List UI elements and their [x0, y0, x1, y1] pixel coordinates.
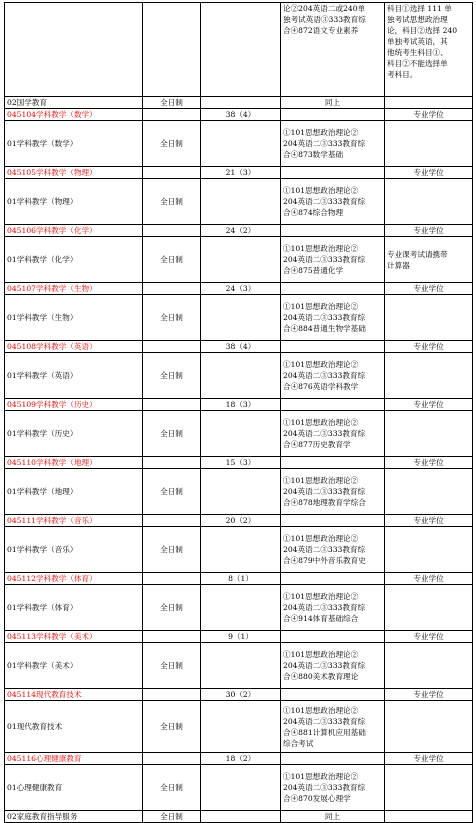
enrollment-count: 8（1）: [201, 573, 281, 585]
study-mode: 全日制: [143, 295, 201, 341]
study-mode: 全日制: [143, 585, 201, 631]
exam-line: 204英语二③333教育综: [283, 661, 366, 670]
remark: 专业学位: [385, 753, 473, 765]
enrollment-count: 21（3）: [201, 167, 281, 179]
direction-name: 01学科教学（英语）: [5, 353, 143, 399]
direction-row: [5, 411, 473, 457]
exam-subjects: [281, 353, 385, 399]
study-mode: [143, 399, 201, 411]
enrollment-count: [201, 765, 281, 811]
enrollment-count: [201, 585, 281, 631]
cell-empty: [201, 3, 281, 97]
remark: [385, 97, 473, 109]
study-mode: 全日制: [143, 353, 201, 399]
exam-line: 204英语二③333教育综: [283, 197, 366, 206]
direction-row: [5, 97, 473, 109]
remark: 专业学位: [385, 573, 473, 585]
direction-name: 01学科教学（历史）: [5, 411, 143, 457]
exam-subjects: [281, 457, 385, 469]
enrollment-count: [201, 411, 281, 457]
study-mode: 全日制: [143, 121, 201, 167]
remark: 专业学位: [385, 631, 473, 643]
direction-row: [5, 353, 473, 399]
enrollment-count: 38（4）: [201, 109, 281, 121]
note-line: 他统考生科目①、: [387, 48, 448, 57]
exam-subjects: [281, 399, 385, 411]
exam-subjects: [281, 237, 385, 283]
table-row-top: [5, 3, 473, 97]
major-row: [5, 573, 473, 585]
remark: 专业学位: [385, 457, 473, 469]
enrollment-count: 18（2）: [201, 753, 281, 765]
cell-empty: [5, 3, 143, 97]
exam-subjects: [281, 527, 385, 573]
table-body: [5, 3, 473, 823]
enrollment-count: 15（3）: [201, 457, 281, 469]
major-name: 045104学科教学（数学）: [5, 109, 143, 121]
exam-line: 独考试英语③333教育综: [283, 15, 366, 24]
exam-subjects: [281, 469, 385, 515]
exam-line: 204英语二③333教育综: [283, 313, 366, 322]
direction-row: [5, 121, 473, 167]
exam-subjects: [281, 515, 385, 527]
remark: [385, 643, 473, 689]
exam-subjects: [281, 179, 385, 225]
exam-subjects: [281, 225, 385, 237]
enrollment-count: [201, 643, 281, 689]
exam-line: 同上: [324, 812, 341, 821]
major-name: 045111学科教学（音乐）: [5, 515, 143, 527]
study-mode: 全日制: [143, 701, 201, 753]
study-mode: [143, 457, 201, 469]
direction-row: [5, 527, 473, 573]
remark: 专业学位: [385, 167, 473, 179]
note-line: 考科目。: [387, 70, 418, 79]
study-mode: [143, 689, 201, 701]
remark: [385, 585, 473, 631]
remark: 专业学位: [385, 225, 473, 237]
exam-line: 204英语二③333教育综: [283, 545, 366, 554]
exam-line: 204英语二③333教育综: [283, 783, 366, 792]
remark: 专业学位: [385, 109, 473, 121]
major-row: [5, 283, 473, 295]
exam-line: 合④877历史教育学: [283, 440, 351, 449]
major-row: [5, 167, 473, 179]
direction-name: 01学科教学（美术）: [5, 643, 143, 689]
study-mode: 全日制: [143, 643, 201, 689]
admissions-table: [4, 2, 473, 823]
study-mode: [143, 283, 201, 295]
exam-line: ①101思想政治理论②: [283, 534, 359, 543]
major-row: [5, 457, 473, 469]
remark: [385, 121, 473, 167]
study-mode: 全日制: [143, 811, 201, 823]
enrollment-count: 18（3）: [201, 399, 281, 411]
remark: [385, 811, 473, 823]
enrollment-count: [201, 295, 281, 341]
study-mode: [143, 573, 201, 585]
exam-subjects: [281, 167, 385, 179]
study-mode: 全日制: [143, 97, 201, 109]
exam-line: ①101思想政治理论②: [283, 244, 359, 253]
exam-line: 合④879中外音乐教育史: [283, 556, 366, 565]
study-mode: [143, 631, 201, 643]
exam-subjects: [281, 411, 385, 457]
exam-line: 204英语二③333教育综: [283, 487, 366, 496]
study-mode: [143, 109, 201, 121]
enrollment-count: 24（2）: [201, 225, 281, 237]
exam-line: 204英语二③333教育综: [283, 716, 366, 726]
exam-line: 合④878地理教育学综合: [283, 498, 366, 507]
study-mode: 全日制: [143, 237, 201, 283]
enrollment-count: [201, 179, 281, 225]
remark: [385, 295, 473, 341]
exam-subjects: [281, 97, 385, 109]
remark-line: 专业课考试请携带: [387, 249, 448, 259]
study-mode: [143, 167, 201, 179]
enrollment-count: [201, 237, 281, 283]
direction-name: 01学科教学（生物）: [5, 295, 143, 341]
major-row: [5, 631, 473, 643]
direction-name: 01学科教学（物理）: [5, 179, 143, 225]
exam-line: 合④870发展心理学: [283, 794, 351, 803]
enrollment-count: [201, 811, 281, 823]
exam-subjects: [281, 631, 385, 643]
exam-subjects-cell: [281, 3, 385, 97]
exam-line: 合④881计算机应用基础: [283, 727, 366, 737]
exam-line: 合④873数学基础: [283, 150, 344, 159]
exam-subjects: [281, 689, 385, 701]
major-row: [5, 515, 473, 527]
direction-name: 01学科教学（地理）: [5, 469, 143, 515]
major-row: [5, 399, 473, 411]
study-mode: 全日制: [143, 469, 201, 515]
direction-name: 01学科教学（数学）: [5, 121, 143, 167]
direction-row: [5, 585, 473, 631]
study-mode: [143, 341, 201, 353]
major-row: [5, 689, 473, 701]
enrollment-count: [201, 527, 281, 573]
major-row: [5, 753, 473, 765]
exam-subjects: [281, 109, 385, 121]
exam-line: ①101思想政治理论②: [283, 592, 359, 601]
note-line: 单独考试英语，其: [387, 37, 448, 46]
study-mode: 全日制: [143, 179, 201, 225]
remark: [385, 237, 473, 283]
direction-row: [5, 811, 473, 823]
exam-subjects: [281, 753, 385, 765]
direction-name: 01学科教学（体育）: [5, 585, 143, 631]
enrollment-count: [201, 469, 281, 515]
major-name: 045109学科教学（历史）: [5, 399, 143, 411]
major-name: 045113学科教学（美术）: [5, 631, 143, 643]
study-mode: 全日制: [143, 765, 201, 811]
remark: [385, 765, 473, 811]
exam-line: ①101思想政治理论②: [283, 772, 359, 781]
enrollment-count: 24（3）: [201, 283, 281, 295]
exam-subjects: [281, 295, 385, 341]
remark-note-cell: [385, 3, 473, 97]
exam-line: 204英语二③333教育综: [283, 139, 366, 148]
direction-name: 01学科教学（化学）: [5, 237, 143, 283]
study-mode: [143, 515, 201, 527]
direction-row: [5, 765, 473, 811]
direction-name: 02家庭教育指导服务: [5, 811, 143, 823]
remark: 专业学位: [385, 341, 473, 353]
exam-line: 合④884普通生物学基础: [283, 324, 366, 333]
exam-line: 综合考试: [283, 738, 314, 748]
major-row: [5, 109, 473, 121]
exam-subjects: [281, 811, 385, 823]
exam-line: ①101思想政治理论②: [283, 302, 359, 311]
remark-line: 计算器: [387, 260, 410, 270]
major-row: [5, 225, 473, 237]
exam-subjects: [281, 765, 385, 811]
exam-subjects: [281, 573, 385, 585]
enrollment-count: [201, 121, 281, 167]
exam-line: 204英语二③333教育综: [283, 255, 366, 264]
remark: [385, 353, 473, 399]
direction-row: [5, 179, 473, 225]
exam-line: ①101思想政治理论②: [283, 360, 359, 369]
study-mode: 全日制: [143, 527, 201, 573]
exam-subjects: [281, 585, 385, 631]
exam-line: 合④914体育基础综合: [283, 614, 359, 623]
major-name: 045107学科教学（生物）: [5, 283, 143, 295]
exam-line: ①101思想政治理论②: [283, 128, 359, 137]
exam-line: ①101思想政治理论②: [283, 186, 359, 195]
direction-row: [5, 701, 473, 753]
study-mode: [143, 753, 201, 765]
major-name: 045114现代教育技术: [5, 689, 143, 701]
remark: [385, 701, 473, 753]
enrollment-count: 20（2）: [201, 515, 281, 527]
exam-line: ①101思想政治理论②: [283, 705, 359, 715]
exam-line: 204英语二③333教育综: [283, 429, 366, 438]
note-line: 论，科目②选择 240: [387, 26, 458, 35]
remark: [385, 179, 473, 225]
enrollment-count: 30（2）: [201, 689, 281, 701]
exam-subjects: [281, 283, 385, 295]
cell-empty: [143, 3, 201, 97]
study-mode: [143, 225, 201, 237]
remark: 专业学位: [385, 689, 473, 701]
note-line: 科目②不能选择单: [387, 59, 448, 68]
exam-line: ①101思想政治理论②: [283, 418, 359, 427]
direction-name: 01学科教学（音乐）: [5, 527, 143, 573]
remark: [385, 411, 473, 457]
remark: [385, 527, 473, 573]
major-name: 045105学科教学（物理）: [5, 167, 143, 179]
major-name: 045110学科教学（地理）: [5, 457, 143, 469]
direction-row: [5, 295, 473, 341]
major-name: 045108学科教学（英语）: [5, 341, 143, 353]
exam-line: 合④880美术教育理论: [283, 672, 359, 681]
exam-line: 同上: [324, 98, 341, 107]
exam-line: 论②204英语二或240单: [283, 4, 366, 13]
exam-line: ①101思想政治理论②: [283, 650, 359, 659]
exam-line: 合④875普通化学: [283, 266, 344, 275]
exam-line: 合④874综合物理: [283, 208, 344, 217]
major-name: 045106学科教学（化学）: [5, 225, 143, 237]
exam-subjects: [281, 701, 385, 753]
enrollment-count: [201, 701, 281, 753]
remark: 专业学位: [385, 399, 473, 411]
enrollment-count: [201, 97, 281, 109]
remark: 专业学位: [385, 283, 473, 295]
note-line: 独考试思想政治理: [387, 15, 448, 24]
exam-subjects: [281, 341, 385, 353]
enrollment-count: [201, 353, 281, 399]
major-name: 045116心理健康教育: [5, 753, 143, 765]
direction-row: [5, 237, 473, 283]
direction-row: [5, 469, 473, 515]
enrollment-count: 9（1）: [201, 631, 281, 643]
exam-line: 合④876英语学科教学: [283, 382, 359, 391]
remark: [385, 469, 473, 515]
exam-subjects: [281, 121, 385, 167]
direction-name: 02国学教育: [5, 97, 143, 109]
exam-subjects: [281, 643, 385, 689]
direction-name: 01现代教育技术: [5, 701, 143, 753]
remark: 专业学位: [385, 515, 473, 527]
exam-line: 204英语二③333教育综: [283, 603, 366, 612]
exam-line: 合④872语文专业素养: [283, 26, 359, 35]
major-row: [5, 341, 473, 353]
enrollment-count: 38（4）: [201, 341, 281, 353]
exam-line: 204英语二③333教育综: [283, 371, 366, 380]
direction-name: 01心理健康教育: [5, 765, 143, 811]
exam-line: ①101思想政治理论②: [283, 476, 359, 485]
major-name: 045112学科教学（体育）: [5, 573, 143, 585]
study-mode: 全日制: [143, 411, 201, 457]
direction-row: [5, 643, 473, 689]
note-line: 科目①选择 111 单: [387, 4, 452, 13]
